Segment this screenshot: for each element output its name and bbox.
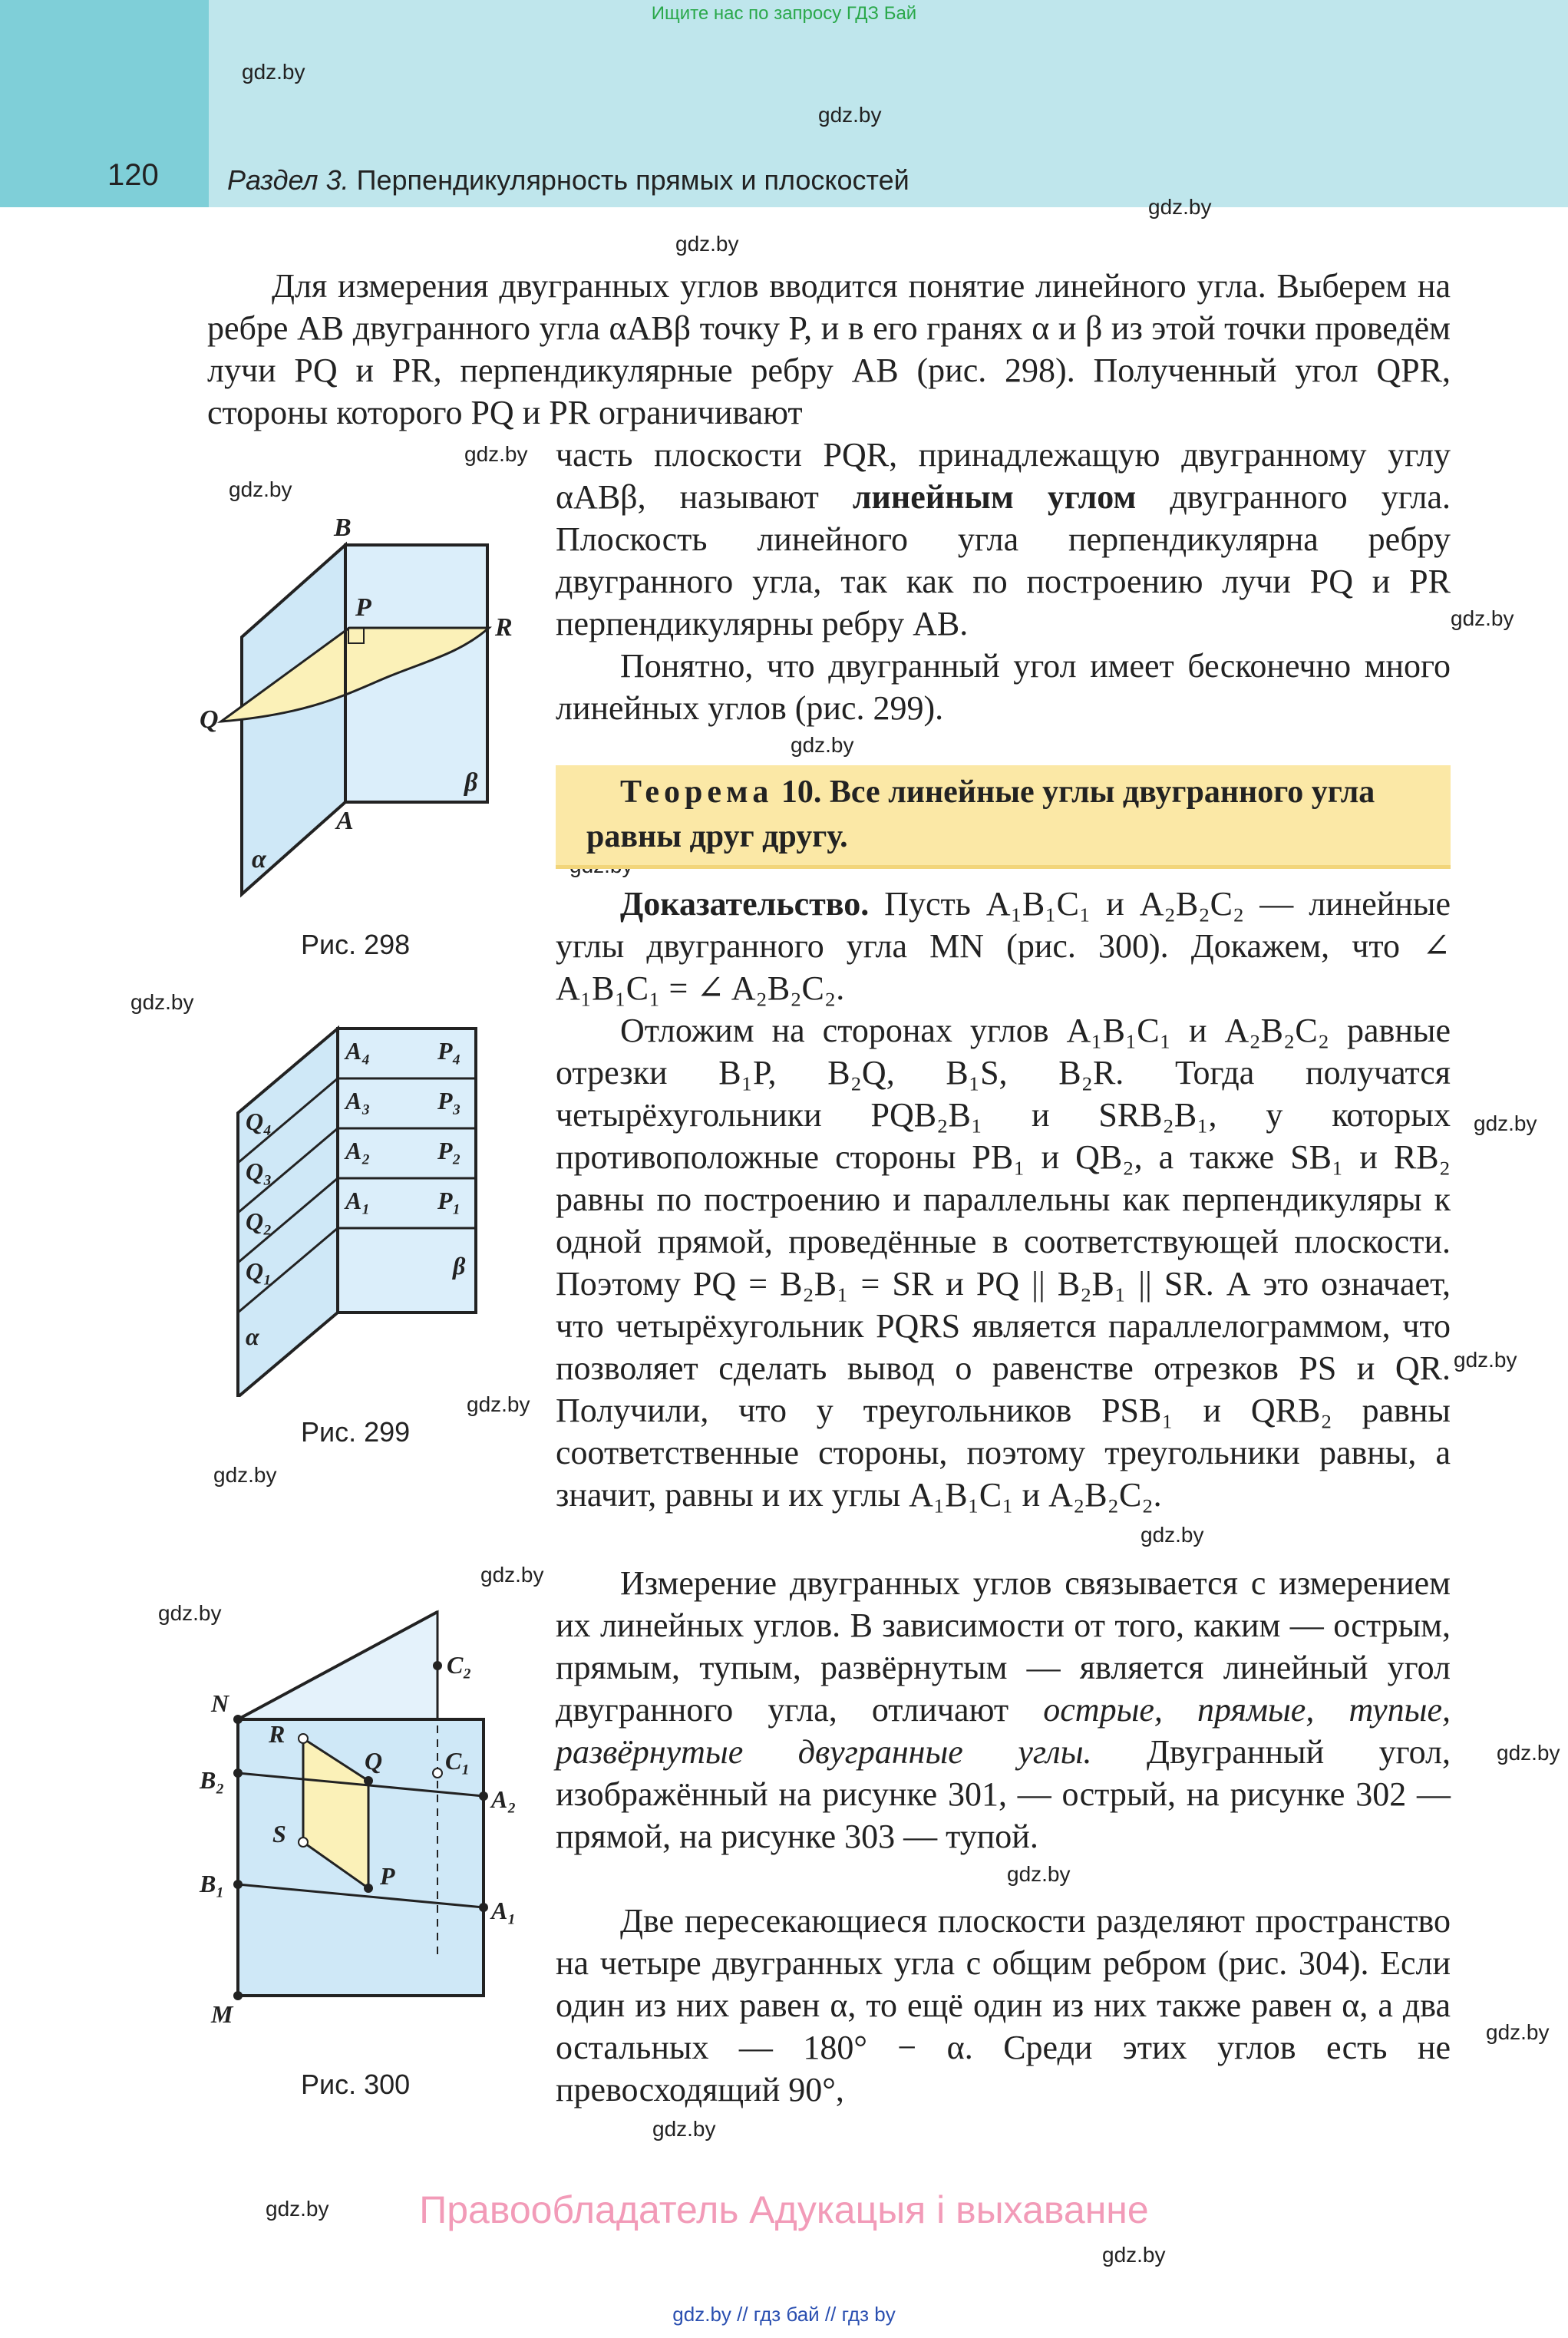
paragraph-1-continued	[556, 434, 1451, 645]
watermark[interactable]: gdz.by	[158, 1601, 222, 1625]
plane-alpha	[242, 545, 345, 894]
label-alpha: α	[246, 1323, 259, 1350]
label-q3: Q₃	[246, 1157, 272, 1185]
label-n: N	[211, 1689, 229, 1717]
label-a1: A₁	[491, 1897, 517, 1924]
point-q	[364, 1776, 373, 1785]
label-m: M	[211, 2000, 233, 2028]
point-c1	[433, 1768, 442, 1778]
watermark[interactable]: gdz.by	[1474, 1111, 1537, 1135]
label-a: A	[336, 807, 354, 835]
paragraph-4	[556, 1900, 1451, 2111]
watermark[interactable]: gdz.by	[818, 103, 882, 127]
footer-links[interactable]: gdz.by // гдз бай // гдз by	[672, 2303, 896, 2326]
label-p3: P₃	[437, 1087, 461, 1115]
figure-300	[192, 1597, 545, 2034]
paragraph-1-part1: Для измерения двугранных углов вводится понятие линейного угла. Выберем на ребре AB двугранного угла αABβ точку P, и в его гранях α и β из этой точки проведём лучи PQ и PR, перпендикулярные ребру AB (рис. 298). Полученный угол QPR, стороны которого PQ и PR ограничивают	[207, 267, 1451, 431]
watermark[interactable]: gdz.by	[242, 60, 305, 84]
watermark[interactable]: gdz.by	[467, 1392, 530, 1416]
point-s	[299, 1838, 308, 1847]
label-r: R	[269, 1720, 286, 1748]
caption-299: Рис. 299	[301, 1416, 411, 1448]
watermark[interactable]: gdz.by	[675, 232, 739, 256]
label-s: S	[272, 1820, 286, 1848]
paragraph-2-text: Понятно, что двугранный угол имеет бесконечно много линейных углов (рис. 299).	[556, 647, 1451, 727]
caption-298: Рис. 298	[301, 929, 411, 960]
label-a3: A₃	[345, 1087, 371, 1115]
paragraph-1-part2a: часть плоскости PQR, принадлежащую двугранному углу αABβ, называют	[556, 436, 1451, 516]
paragraph-4-text: Две пересекающиеся плоскости разделяют пространство на четыре двугранных угла с общим ребром (рис. 304). Если один из них равен α, то ещё один из них также равен α, а два остальных — 180° − α. Среди этих углов есть не превосходящий 90°,	[556, 1902, 1451, 2108]
label-p4: P₄	[437, 1037, 461, 1065]
paragraph-3-italic: острые, прямые, тупые, развёрнутые двугранные углы.	[556, 1691, 1451, 1771]
proof-label: Доказательство.	[620, 885, 870, 923]
label-p2: P₂	[437, 1137, 461, 1164]
label-a2: A₂	[491, 1785, 517, 1813]
paragraph-3	[556, 1562, 1451, 1858]
watermark[interactable]: gdz.by	[1148, 195, 1212, 219]
watermark[interactable]: gdz.by	[229, 477, 292, 501]
rights-holder: Правообладатель Адукацыя і выхаванне	[419, 2188, 1149, 2231]
section-prefix: Раздел 3.	[227, 164, 349, 196]
label-b1: B₁	[200, 1870, 225, 1897]
figure-299	[223, 1013, 530, 1397]
theorem-text	[586, 770, 1438, 859]
watermark[interactable]: gdz.by	[1454, 1348, 1517, 1372]
watermark[interactable]: gdz.by	[652, 2117, 716, 2141]
point-b2	[233, 1768, 243, 1778]
theorem-statement: 10. Все линейные углы двугранного угла равны друг другу.	[586, 774, 1375, 854]
watermark[interactable]: gdz.by	[213, 1463, 277, 1487]
label-p: P	[355, 593, 371, 622]
top-note: Ищите нас по запросу ГДЗ Бай	[651, 3, 917, 24]
label-b2: B₂	[200, 1766, 225, 1794]
section-name: Перпендикулярность прямых и плоскостей	[356, 164, 909, 196]
point-r	[299, 1734, 308, 1743]
label-q4: Q₄	[246, 1108, 272, 1135]
watermark[interactable]: gdz.by	[1486, 2020, 1550, 2044]
paragraph-3-text-2: Двугранный угол, изображённый на рисунке 301, — острый, на рисунке 302 — прямой, на рисунке 303 — тупой.	[556, 1733, 1451, 1855]
label-q: Q	[200, 705, 219, 734]
paragraph-1-part2b: двугранного угла. Плоскость линейного угла перпендикулярна ребру двугранного угла, так как по построению лучи PQ и PR перпендикулярны ребру AB.	[556, 478, 1451, 642]
point-m	[233, 1991, 243, 2000]
label-p1: P₁	[437, 1187, 461, 1214]
label-c2: C₂	[447, 1651, 472, 1679]
watermark[interactable]: gdz.by	[1497, 1741, 1560, 1765]
watermark[interactable]: gdz.by	[266, 2197, 329, 2221]
watermark[interactable]: gdz.by	[130, 990, 194, 1014]
figure-298	[200, 499, 553, 913]
label-r: R	[495, 613, 513, 642]
proof-body	[556, 1009, 1451, 1516]
label-c1: C₁	[445, 1747, 470, 1775]
point-n	[233, 1715, 243, 1724]
label-b: B	[334, 514, 352, 542]
label-alpha: α	[252, 845, 266, 873]
proof-text-1: Пусть A₁B₁C₁ и A₂B₂C₂ — линейные углы двугранного угла MN (рис. 300). Докажем, что ∠ A₁B₁C₁ = ∠ A₂B₂C₂.	[556, 885, 1451, 1007]
caption-300: Рис. 300	[301, 2069, 411, 2100]
watermark[interactable]: gdz.by	[1141, 1523, 1204, 1547]
label-q: Q	[365, 1747, 383, 1775]
point-a1	[479, 1903, 488, 1912]
watermark[interactable]: gdz.by	[791, 733, 854, 757]
point-p	[364, 1884, 373, 1893]
page-number: 120	[107, 158, 159, 192]
proof	[556, 883, 1451, 1009]
label-q1: Q₁	[246, 1257, 272, 1285]
watermark[interactable]: gdz.by	[1102, 2243, 1166, 2267]
page-number-block	[0, 0, 209, 207]
point-c2	[433, 1661, 442, 1670]
point-a2	[479, 1791, 488, 1801]
paragraph-3-text-1: Измерение двугранных углов связывается с измерением их линейных углов. В зависимости от того, каким — острым, прямым, тупым, развёрнутым — является линейный угол двугранного угла, отличают	[556, 1564, 1451, 1729]
label-a2: A₂	[345, 1137, 371, 1164]
label-beta: β	[453, 1252, 466, 1280]
linear-angle-term: линейным углом	[852, 478, 1137, 516]
watermark[interactable]: gdz.by	[1007, 1862, 1071, 1886]
label-q2: Q₂	[246, 1207, 272, 1235]
point-b1	[233, 1880, 243, 1889]
section-title	[227, 164, 909, 196]
label-a4: A₄	[345, 1037, 371, 1065]
watermark[interactable]: gdz.by	[1451, 606, 1514, 630]
proof-text-2: Отложим на сторонах углов A₁B₁C₁ и A₂B₂C₂ равные отрезки B₁P, B₂Q, B₁S, B₂R. Тогда получатся четырёхугольники PQB₂B₁ и SRB₂B₁, у которых противоположные стороны PB₁ и QB₂, а также SB₁ и RB₂ равны по построению и параллельны как перпендикуляры к одной прямой, проведённые в соответствующей плоскости. Поэтому PQ = B₂B₁ = SR и PQ || B₂B₁ || SR. А это означает, что четырёхугольник PQRS является параллелограммом, что позволяет сделать вывод о равенстве отрезков PS и QR. Получили, что у треугольников PSB₁ и QRB₂ равны соответственные стороны, поэтому треугольники равны, а значит, равны и их углы A₁B₁C₁ и A₂B₂C₂.	[556, 1012, 1451, 1514]
watermark[interactable]: gdz.by	[464, 442, 528, 466]
label-beta: β	[464, 768, 478, 797]
theorem-label: Теорема	[620, 774, 774, 810]
watermark[interactable]: gdz.by	[480, 1563, 544, 1587]
label-a1: A₁	[345, 1187, 371, 1214]
label-p: P	[380, 1862, 395, 1890]
paragraph-2	[556, 645, 1451, 729]
paragraph-1-intro	[207, 265, 1451, 434]
